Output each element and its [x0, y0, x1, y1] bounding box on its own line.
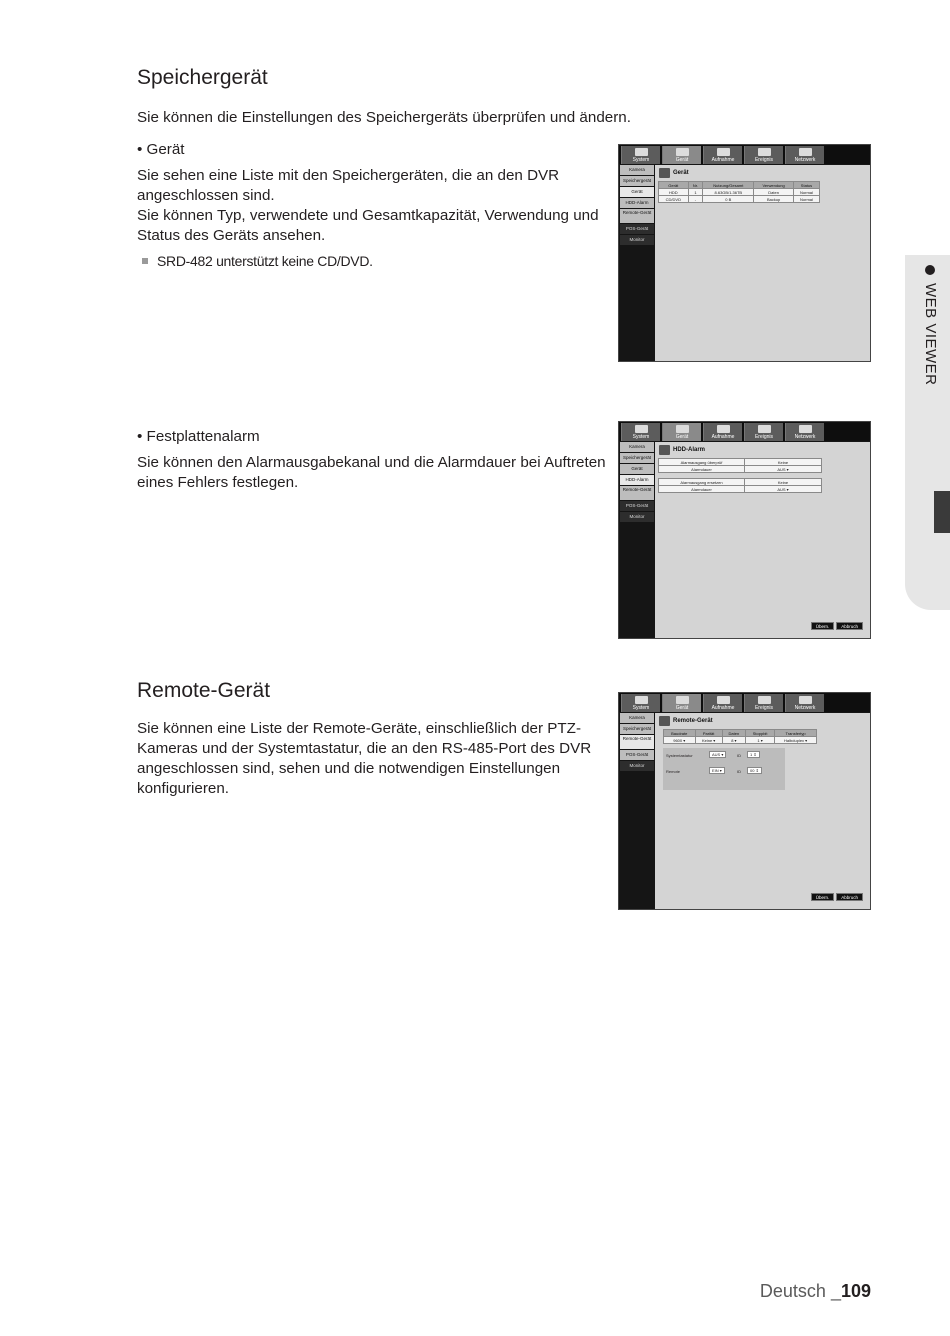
sidebar-item-remote-geraet[interactable]: Remote-Gerät [620, 486, 654, 500]
device-icon [676, 148, 689, 156]
bullet-dot-icon [925, 265, 935, 275]
sidebar-item-kamera[interactable]: Kamera [620, 165, 654, 175]
event-icon [758, 696, 771, 704]
page-number: 109 [840, 1281, 871, 1301]
sidebar-item-remote-geraet[interactable]: Remote-Gerät [620, 735, 654, 749]
text-line: eines Fehlers festlegen. [137, 474, 299, 491]
alarm-output-field[interactable]: Keine [745, 459, 822, 466]
sidebar-item-pos-geraet[interactable]: POS-Gerät [620, 750, 654, 760]
device-icon [676, 696, 689, 704]
alarm-table-1 [658, 458, 822, 473]
table-row: Alarmdauer AUS ▾ [659, 486, 822, 493]
network-icon [799, 148, 812, 156]
top-menu-bar [619, 422, 870, 441]
section-intro: Sie können die Einstellungen des Speichergeräts überprüfen und ändern. [137, 109, 631, 126]
top-menu-bar [619, 693, 870, 712]
text-line: Sie sehen eine Liste mit den Speichergeräten, die an den DVR [137, 167, 560, 184]
network-icon [799, 696, 812, 704]
content-panel [655, 165, 871, 361]
text-line: angeschlossen sind. [137, 187, 275, 204]
stopbit-select[interactable]: 1 ▾ [746, 737, 775, 744]
bullet-festplattenalarm-label: Festplattenalarm [146, 428, 260, 445]
tab-ereignis[interactable]: Ereignis [744, 694, 783, 712]
text-line: Sie können Typ, verwendete und Gesamtkapazität, Verwendung und [137, 207, 599, 224]
screenshot-hdd-alarm [618, 421, 871, 639]
table-row: Alarmausgang ersetzen Keine [659, 479, 822, 486]
serial-settings-table [663, 729, 817, 744]
sidebar-item-remote-geraet[interactable]: Remote-Gerät [620, 209, 654, 223]
record-icon [717, 148, 730, 156]
note [142, 253, 373, 269]
tab-netzwerk[interactable]: Netzwerk [785, 146, 824, 164]
screenshot-remote-geraet [618, 692, 871, 910]
tab-geraet[interactable]: Gerät [662, 423, 701, 441]
screenshot-geraet [618, 144, 871, 362]
parity-select[interactable]: Keine ▾ [695, 737, 722, 744]
remote-id-input[interactable]: 00 ⇕ [747, 767, 762, 774]
sidebar-item-kamera[interactable]: Kamera [620, 442, 654, 452]
cancel-button[interactable]: Abbruch [836, 622, 863, 630]
text-line: Status des Geräts ansehen. [137, 227, 326, 244]
tab-geraet[interactable]: Gerät [662, 146, 701, 164]
sidebar-item-monitor[interactable]: Monitor [620, 512, 654, 522]
sidebar [620, 713, 654, 772]
sidebar-item-pos-geraet[interactable]: POS-Gerät [620, 501, 654, 511]
tab-ereignis[interactable]: Ereignis [744, 146, 783, 164]
tab-netzwerk[interactable]: Netzwerk [785, 694, 824, 712]
sidebar-item-speichergeraet[interactable]: Speichergerät [620, 453, 654, 463]
systemtastatur-label: Systemtastatur [666, 753, 693, 758]
remote-icon [659, 716, 670, 726]
event-icon [758, 425, 771, 433]
content-panel [655, 442, 871, 638]
tab-geraet[interactable]: Gerät [662, 694, 701, 712]
side-tab-label: WEB VIEWER [913, 265, 939, 405]
page-footer [760, 1281, 871, 1302]
panel-title: Gerät [659, 168, 689, 179]
id-label: ID [737, 769, 741, 774]
sidebar-item-monitor[interactable]: Monitor [620, 761, 654, 771]
tab-ereignis[interactable]: Ereignis [744, 423, 783, 441]
ok-button[interactable]: Übern. [811, 893, 835, 901]
alarm-replace-field[interactable]: Keine [745, 479, 822, 486]
side-chapter-tab [905, 255, 950, 610]
alarm-duration-select[interactable]: AUS ▾ [745, 466, 822, 473]
tab-aufnahme[interactable]: Aufnahme [703, 423, 742, 441]
text-line: Kameras und der Systemtastatur, die an den RS-485-Port des DVR [137, 740, 592, 757]
bullet-festplattenalarm: • Festplattenalarm [137, 428, 260, 445]
sidebar-item-hdd-alarm[interactable]: HDD-Alarm [620, 198, 654, 208]
alarm-duration-select[interactable]: AUS ▾ [745, 486, 822, 493]
note-square-icon [142, 258, 148, 264]
content-panel [655, 713, 871, 909]
table-row: Alarmdauer AUS ▾ [659, 466, 822, 473]
monitor-icon [635, 148, 648, 156]
panel-title: Remote-Gerät [659, 716, 713, 727]
monitor-icon [635, 425, 648, 433]
section-title-remote-geraet: Remote-Gerät [137, 679, 271, 702]
text-line: Sie können den Alarmausgabekanal und die Alarmdauer bei Auftreten [137, 454, 606, 471]
tab-aufnahme[interactable]: Aufnahme [703, 146, 742, 164]
remote-label: Remote [666, 769, 681, 774]
sidebar [620, 165, 654, 246]
text-line: angeschlossen sind, sehen und die notwendigen Einstellungen [137, 760, 561, 777]
festplattenalarm-description [137, 453, 612, 493]
bullet-geraet: • Gerät [137, 141, 185, 158]
transfer-type-select[interactable]: Halbduplex ▾ [775, 737, 817, 744]
network-icon [799, 425, 812, 433]
side-tab-marker [934, 491, 950, 533]
tab-aufnahme[interactable]: Aufnahme [703, 694, 742, 712]
table-header-row: Baudrate Parität Daten Stoppbit Transfertyp [664, 730, 817, 737]
sidebar [620, 442, 654, 523]
monitor-icon [635, 696, 648, 704]
table-row: Alarmausgang überprüf Keine [659, 459, 822, 466]
panel-title: HDD-Alarm [659, 445, 705, 456]
sidebar-item-pos-geraet[interactable]: POS-Gerät [620, 224, 654, 234]
sidebar-item-speichergeraet[interactable]: Speichergerät [620, 724, 654, 734]
ok-button[interactable]: Übern. [811, 622, 835, 630]
text-line: konfigurieren. [137, 780, 230, 797]
table-header-row: Gerät Nr. Nutzung/Gesamt Verwendung Status [659, 182, 820, 189]
sidebar-item-monitor[interactable]: Monitor [620, 235, 654, 245]
tab-system[interactable]: System [621, 146, 660, 164]
alarm-icon [659, 445, 670, 455]
note-text: SRD-482 unterstützt keine CD/DVD. [157, 253, 373, 269]
geraet-description [137, 166, 612, 246]
sidebar-item-kamera[interactable]: Kamera [620, 713, 654, 723]
systemtastatur-id-input[interactable]: 1 ⇕ [747, 751, 760, 758]
footer-language: Deutsch _ [759, 1281, 841, 1301]
bullet-geraet-label: Gerät [146, 141, 185, 158]
text-line: Sie können eine Liste der Remote-Geräte, einschließlich der PTZ- [137, 720, 582, 737]
sidebar-item-geraet[interactable]: Gerät [620, 464, 654, 474]
sidebar-item-speichergeraet[interactable]: Speichergerät [620, 176, 654, 186]
device-settings-box [663, 748, 785, 790]
table-row [664, 737, 817, 744]
tab-system[interactable]: System [621, 423, 660, 441]
button-group [809, 886, 863, 904]
remote-geraet-description [137, 719, 612, 799]
button-group [809, 615, 863, 633]
sidebar-item-hdd-alarm[interactable]: HDD-Alarm [620, 475, 654, 485]
device-icon [659, 168, 670, 178]
remote-select[interactable]: EIN ▾ [709, 767, 725, 774]
record-icon [717, 696, 730, 704]
cancel-button[interactable]: Abbruch [836, 893, 863, 901]
sidebar-item-geraet[interactable]: Gerät [620, 187, 654, 197]
baudrate-select[interactable]: 9600 ▾ [664, 737, 696, 744]
databits-select[interactable]: 8 ▾ [722, 737, 745, 744]
device-icon [676, 425, 689, 433]
table-row[interactable]: CD/DVD - 0 B Backup Normal [659, 196, 820, 203]
record-icon [717, 425, 730, 433]
systemtastatur-select[interactable]: AUS ▾ [709, 751, 726, 758]
table-row[interactable]: HDD 1 8.63GB/1.36TB Daten Normal [659, 189, 820, 196]
device-table [658, 181, 820, 203]
section-title-speichergeraet: Speichergerät [137, 66, 268, 89]
alarm-table-2 [658, 478, 822, 493]
top-menu-bar [619, 145, 870, 164]
event-icon [758, 148, 771, 156]
tab-netzwerk[interactable]: Netzwerk [785, 423, 824, 441]
id-label: ID [737, 753, 741, 758]
tab-system[interactable]: System [621, 694, 660, 712]
